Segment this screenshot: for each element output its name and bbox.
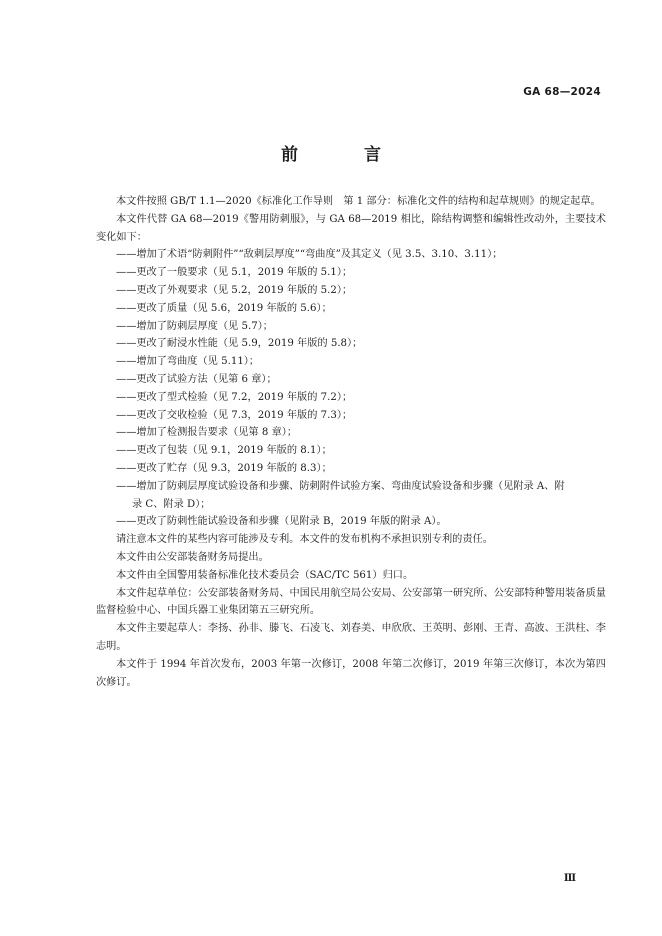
change-item: ——更改了耐浸水性能（见 5.9，2019 年版的 5.8）；: [116, 338, 363, 350]
change-item: ——增加了防刺层厚度（见 5.7）；: [116, 320, 273, 332]
proposer-paragraph: 本文件由公安部装备财务局提出。: [116, 551, 269, 563]
change-item: ——更改了交收检验（见 7.3，2019 年版的 7.3）；: [116, 409, 353, 421]
change-item-continuation: 录 C、附录 D）；: [132, 498, 211, 510]
change-item: ——更改了包装（见 9.1，2019 年版的 8.1）；: [116, 445, 332, 457]
committee-paragraph: 本文件由全国警用装备标准化技术委员会（SAC/TC 561）归口。: [116, 569, 414, 581]
change-item: ——更改了贮存（见 9.3，2019 年版的 8.3）；: [116, 462, 332, 474]
patent-notice-paragraph: 请注意本文件的某些内容可能涉及专利。本文件的发布机构不承担识别专利的责任。: [116, 534, 493, 546]
change-item: ——更改了防刺性能试验设备和步骤（见附录 B，2019 年版的附录 A）。: [116, 516, 447, 528]
drafting-rules-paragraph: 本文件按照 GB/T 1.1—2020《标准化工作导则 第 1 部分：标准化文件的结构和起草规则》的规定起草。: [116, 196, 601, 207]
change-item: ——增加了弯曲度（见 5.11）；: [116, 356, 260, 368]
section-title: 前 言: [281, 145, 411, 165]
change-item: ——增加了检测报告要求（见第 8 章）；: [116, 427, 298, 439]
technical-changes-list: [96, 246, 606, 531]
change-item: ——更改了质量（见 5.6，2019 年版的 5.6）；: [116, 302, 332, 314]
replacement-paragraph: 本文件代替 GA 68—2019《警用防刺服》，与 GA 68—2019 相比，除结构调整和编辑性改动外，主要技术变化如下：: [96, 213, 606, 243]
change-item: ——更改了试验方法（见第 6 章）；: [116, 373, 277, 385]
change-item: ——更改了型式检验（见 7.2，2019 年版的 7.2）；: [116, 391, 353, 403]
drafting-units-paragraph: 本文件起草单位：公安部装备财务局、中国民用航空局公安局、公安部第一研究所、公安部特种警用装备质量监督检验中心、中国兵器工业集团第五三研究所。: [96, 587, 606, 617]
revision-history-paragraph: 本文件于 1994 年首次发布，2003 年第一次修订，2008 年第二次修订，2019 年第三次修订，本次为第四次修订。: [96, 658, 606, 688]
change-item: ——增加了术语“防刺附件”“敌刺层厚度”“弯曲度”及其定义（见 3.5、3.10、3.11）；: [116, 249, 503, 261]
document-code: GA 68—2024: [523, 86, 601, 98]
change-item: ——更改了一般要求（见 5.1，2019 年版的 5.1）；: [116, 267, 353, 279]
change-item: ——增加了防刺层厚度试验设备和步骤、防刺附件试验方案、弯曲度试验设备和步骤（见附录 A、附: [116, 480, 565, 492]
foreword-body: [96, 193, 606, 691]
change-item: ——更改了外观要求（见 5.2，2019 年版的 5.2）；: [116, 284, 353, 296]
drafters-paragraph: 本文件主要起草人：李扬、孙非、滕飞、石凌飞、刘春美、申欣欣、王英明、彭刚、王青、高波、王洪柱、李志明。: [96, 623, 606, 652]
page-number: Ⅲ: [563, 873, 576, 884]
